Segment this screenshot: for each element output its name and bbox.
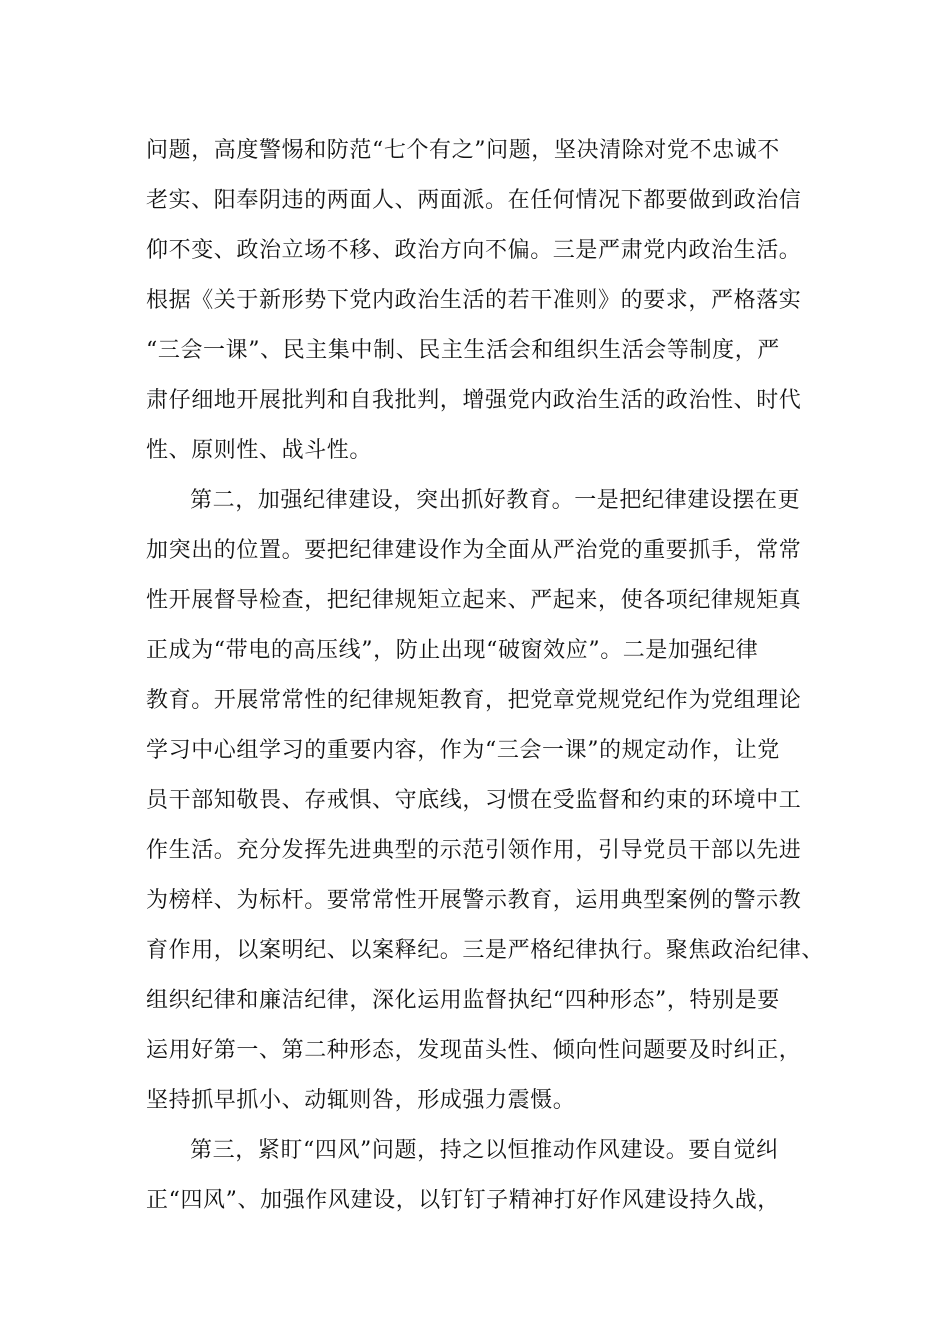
text-line: 性开展督导检查，把纪律规矩立起来、严起来，使各项纪律规矩真 xyxy=(146,588,802,613)
text-line: 肃仔细地开展批判和自我批判，增强党内政治生活的政治性、时代 xyxy=(146,388,802,413)
text-line: 仰不变、政治立场不移、政治方向不偏。三是严肃党内政治生活。 xyxy=(146,238,802,263)
text-line: 正成为“带电的高压线”，防止出现“破窗效应”。二是加强纪律 xyxy=(146,638,759,663)
text-line: 正“四风”、加强作风建设，以钉钉子精神打好作风建设持久战， xyxy=(146,1188,780,1213)
text-line: 教育。开展常常性的纪律规矩教育，把党章党规党纪作为党组理论 xyxy=(146,688,802,713)
text-line: 员干部知敬畏、存戒惧、守底线，习惯在受监督和约束的环境中工 xyxy=(146,788,802,813)
text-line: 性、原则性、战斗性。 xyxy=(146,438,373,463)
paragraph-start-line: 第三，紧盯“四风”问题，持之以恒推动作风建设。要自觉纠 xyxy=(190,1138,779,1163)
text-line: 学习中心组学习的重要内容，作为“三会一课”的规定动作，让党 xyxy=(146,738,780,763)
text-line: 老实、阳奉阴违的两面人、两面派。在任何情况下都要做到政治信 xyxy=(146,188,802,213)
text-line: 问题，高度警惕和防范“七个有之”问题，坚决清除对党不忠诚不 xyxy=(146,138,780,163)
text-line: 作生活。充分发挥先进典型的示范引领作用，引导党员干部以先进 xyxy=(146,838,802,863)
text-line: 坚持抓早抓小、动辄则咎，形成强力震慑。 xyxy=(146,1088,576,1113)
text-line: 加突出的位置。要把纪律建设作为全面从严治党的重要抓手，常常 xyxy=(146,538,802,563)
text-line: “三会一课”、民主集中制、民主生活会和组织生活会等制度，严 xyxy=(146,338,780,363)
paragraph-start-line: 第二，加强纪律建设，突出抓好教育。一是把纪律建设摆在更 xyxy=(190,488,801,513)
text-line: 为榜样、为标杆。要常常性开展警示教育，运用典型案例的警示教 xyxy=(146,888,802,913)
text-line: 运用好第一、第二种形态，发现苗头性、倾向性问题要及时纠正， xyxy=(146,1038,802,1063)
text-line: 育作用，以案明纪、以案释纪。三是严格纪律执行。聚焦政治纪律、 xyxy=(146,938,825,963)
text-line: 组织纪律和廉洁纪律，深化运用监督执纪“四种形态”，特别是要 xyxy=(146,988,780,1013)
text-line: 根据《关于新形势下党内政治生活的若干准则》的要求，严格落实 xyxy=(146,288,802,313)
